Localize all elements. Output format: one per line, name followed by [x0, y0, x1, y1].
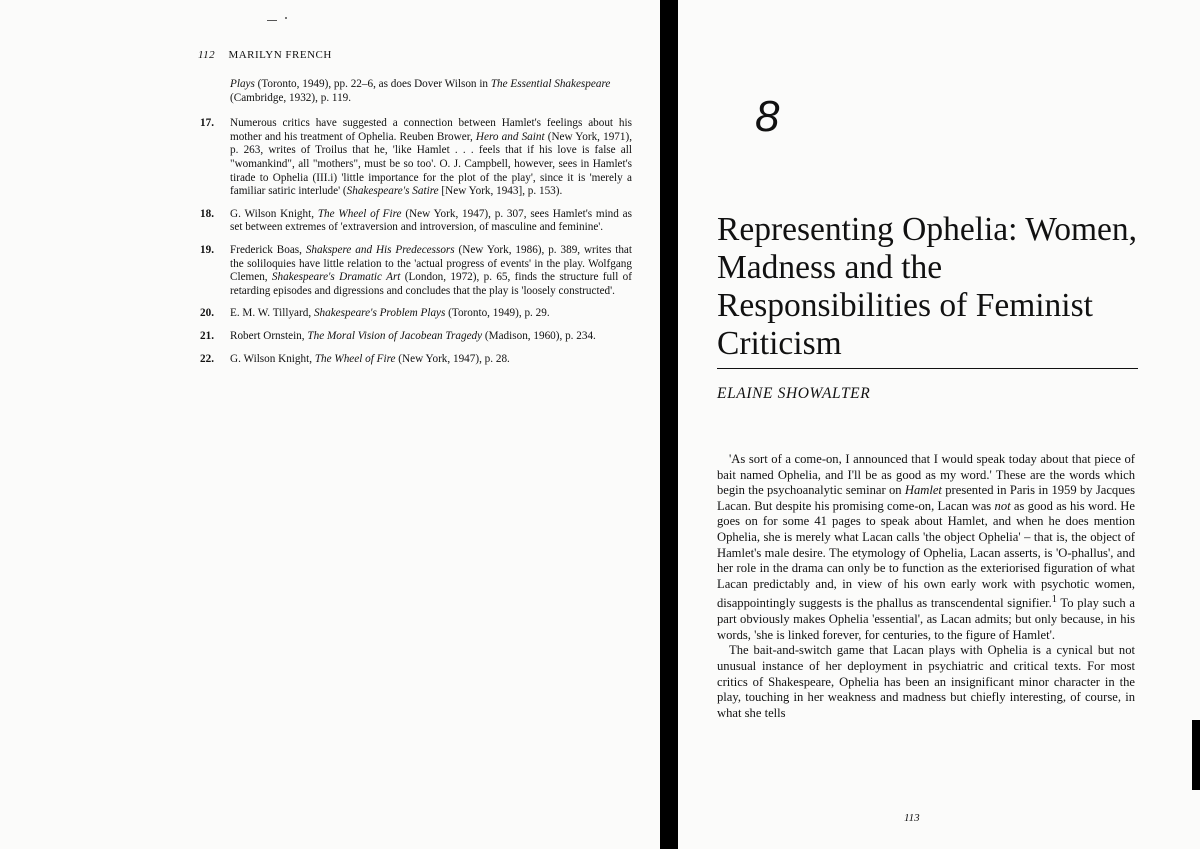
italic-text: The Essential Shakespeare: [490, 78, 611, 90]
italic-text: Shakespeare's Satire: [346, 185, 439, 198]
text-run: E. M. W. Tillyard,: [230, 307, 314, 320]
footnote-ref: 1: [1051, 594, 1057, 606]
endnote-text: [230, 307, 632, 321]
italic-text: Hamlet: [904, 483, 942, 498]
italic-text: Hero and Saint: [475, 130, 545, 143]
left-page-number: 112: [198, 49, 216, 61]
endnote: [200, 208, 632, 235]
scan-speck: [267, 20, 277, 21]
text-run: [New York, 1943], p. 153).: [438, 185, 563, 198]
italic-text: Shakespeare's Problem Plays: [313, 307, 446, 320]
text-run: (Cambridge, 1932), p. 119.: [230, 91, 352, 104]
chapter-title: Representing Ophelia: Women, Madness and the Responsibilities of Feminist Criticism: [717, 211, 1137, 362]
endnote-text: [230, 117, 632, 199]
text-run: Frederick Boas,: [230, 243, 306, 256]
endnote-number: 22.: [200, 352, 214, 365]
text-run: (Madison, 1960), p. 234.: [482, 329, 596, 342]
text-run: Robert Ornstein,: [230, 329, 308, 342]
endnote-text: [230, 330, 632, 344]
endnote: [200, 330, 632, 344]
endnote: [200, 353, 632, 367]
italic-text: Plays: [230, 78, 255, 90]
endnote-number: 20.: [200, 307, 214, 320]
text-run: 'As sort of a come-on, I announced that I would speak today about that piece of bait named Ophelia, and I'll be as good as my word.' These are the words which begin the psychoanalytic seminar on: [717, 452, 1135, 498]
text-run: (New York, 1947), p. 28.: [395, 352, 510, 365]
scan-speck: [285, 17, 287, 19]
title-rule: [717, 368, 1138, 369]
endnote-text: [230, 208, 632, 235]
body-paragraph: [717, 452, 1135, 643]
text-run: G. Wilson Knight,: [230, 352, 315, 365]
endnote-text: [230, 353, 632, 367]
endnotes: [200, 78, 632, 375]
note-continuation: [200, 78, 632, 105]
text-run: (New York, 1971), p. 263, writes of Troilus that he, 'like Hamlet . . . feels that if his love is false all "womankind", all "mothers", must be so too'. O. J. Campbell, however, sees in Hamlet's tirade to Ophelia (III.i) 'little importance for the plot of the play', since it is 'merely a familiar satiric interlude' (: [230, 130, 633, 198]
scan-edge-shadow: [1192, 720, 1200, 790]
text-run: presented in Paris in 1959 by Jacques Lacan. But despite his promising come-on, Lacan was: [717, 483, 1135, 513]
text-run: (Toronto, 1949), p. 29.: [445, 307, 550, 320]
italic-text: The Wheel of Fire: [314, 352, 396, 365]
text-run: Numerous critics have suggested a connection between Hamlet's feelings about his mother and his treatment of Ophelia. Reuben Brower,: [230, 117, 632, 143]
endnote-number: 18.: [200, 207, 214, 220]
italic-text: Shakspere and His Predecessors: [305, 243, 455, 256]
italic-text: not: [994, 498, 1011, 513]
endnote: [200, 117, 632, 199]
right-page-number: 113: [904, 812, 920, 824]
endnote-number: 17.: [200, 117, 214, 130]
endnote-number: 21.: [200, 329, 214, 342]
text-run: The bait-and-switch game that Lacan plays with Ophelia is a cynical but not unusual instance of her deployment in psychiatric and critical texts. For most critics of Shakespeare, Ophelia has been an insignificant minor character in the play, touching in her weakness and madness but chiefly interesting, of course, in what she tells: [717, 643, 1135, 720]
body-paragraph: [717, 643, 1135, 721]
text-run: (New York, 1947), p. 307, sees Hamlet's mind as set between extremes of 'extraversion and introversion, of masculine and feminine'.: [230, 207, 632, 234]
text-run: as good as his word. He goes on for some 41 pages to speak about Hamlet, and when he does mention Ophelia, she is merely what Lacan calls 'the object Ophelia' – that is, the object of Hamlet's male desire. The etymology of Ophelia, Lacan asserts, is 'O-phallus', and her role in the drama can only be to function as the exteriorised figuration of what Lacan predictably and, in view of his own early work with psychotic women, disappointingly suggests is the phallus as transcendental signifier.: [717, 498, 1135, 611]
text-run: (Toronto, 1949), pp. 22–6, as does Dover Wilson in: [254, 78, 491, 90]
running-head: [198, 49, 332, 61]
text-run: To play such a part obviously makes Ophelia 'essential', as Lacan admits; but only because, in his words, 'she is linked forever, for centuries, to the figure of Hamlet'.: [717, 596, 1135, 642]
chapter-number: 8: [755, 92, 780, 141]
text-run: (New York, 1986), p. 389, writes that the soliloquies have little relation to the 'actual progress of events' in the play. Wolfgang Clemen,: [230, 243, 632, 284]
italic-text: The Wheel of Fire: [317, 207, 402, 220]
text-run: G. Wilson Knight,: [230, 207, 318, 220]
endnote-text: [230, 244, 632, 298]
chapter-body: [717, 452, 1135, 721]
notes-list: [200, 117, 632, 366]
text-run: (London, 1972), p. 65, finds the structure full of retarding episodes and digressions and concludes that the play is 'loosely constructed'.: [230, 271, 632, 297]
endnote: [200, 307, 632, 321]
italic-text: Shakespeare's Dramatic Art: [271, 271, 401, 284]
endnote: [200, 244, 632, 298]
endnote-number: 19.: [200, 243, 214, 256]
chapter-author: ELAINE SHOWALTER: [717, 385, 871, 402]
italic-text: The Moral Vision of Jacobean Tragedy: [307, 329, 483, 342]
running-head-author: MARILYN FRENCH: [228, 49, 332, 61]
